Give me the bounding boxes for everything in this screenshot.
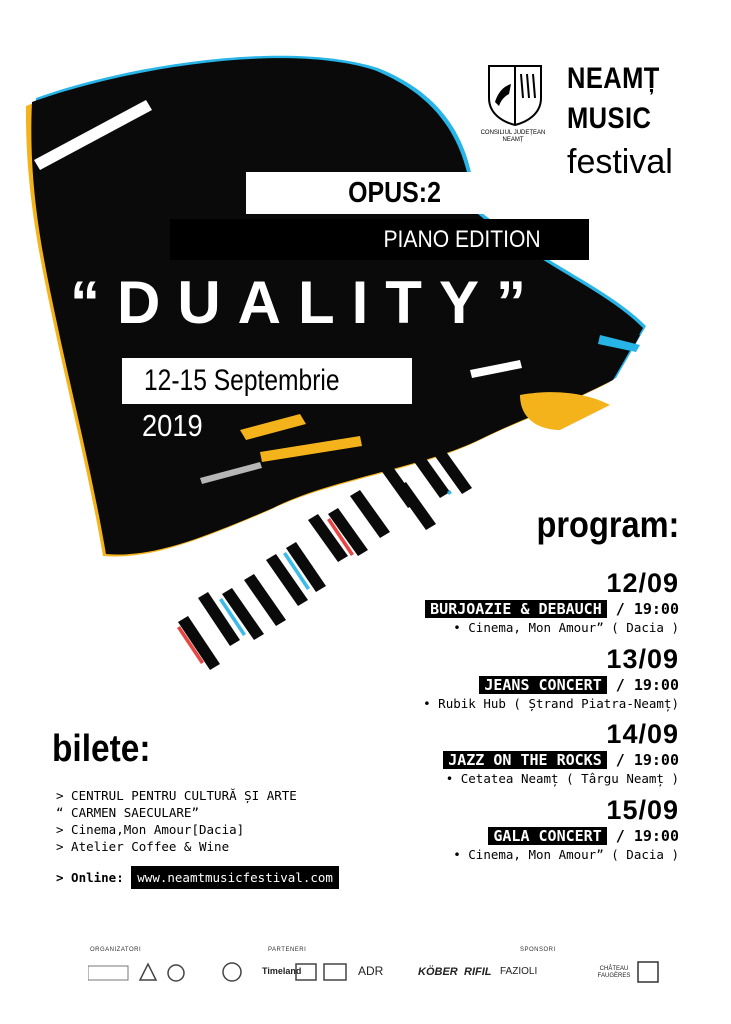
sponsor-logo-rifil: RIFIL xyxy=(464,966,492,978)
ticket-locations xyxy=(56,787,297,855)
brand-festival: festival xyxy=(567,143,673,181)
opus-banner xyxy=(246,172,511,214)
sponsor-logo-fazioli: FAZIOLI xyxy=(500,966,538,977)
online-label: > Online: xyxy=(56,870,124,885)
county-crest-icon xyxy=(487,64,543,126)
sponsor-logo xyxy=(636,960,660,986)
event-time: / 19:00 xyxy=(606,676,679,694)
event-time: / 19:00 xyxy=(606,751,679,769)
event-name: BURJOAZIE & DEBAUCH xyxy=(425,600,607,618)
event-date: 15/09 xyxy=(606,795,679,825)
event-location: • Cinema, Mon Amour” ( Dacia ) xyxy=(453,847,679,862)
event-item xyxy=(443,719,679,787)
organizer-logos xyxy=(88,958,188,988)
event-item xyxy=(453,795,679,863)
ticket-line: > Cinema,Mon Amour[Dacia] xyxy=(56,822,245,837)
dates-label: 12-15 Septembrie xyxy=(144,364,340,397)
event-item xyxy=(423,644,679,712)
event-location: • Cetatea Neamț ( Târgu Neamț ) xyxy=(445,771,679,786)
event-location: • Rubik Hub ( Ștrand Piatra-Neamț) xyxy=(423,696,679,711)
partners-heading: PARTENERI xyxy=(268,947,307,953)
dates-banner xyxy=(122,358,412,404)
event-name: JAZZ ON THE ROCKS xyxy=(443,751,607,769)
organizer-logo-2 xyxy=(140,964,156,980)
event-date: 14/09 xyxy=(606,719,679,749)
county-council-label: CONSILIUL JUDEȚEAN NEAMȚ xyxy=(480,130,546,143)
event-date: 12/09 xyxy=(606,568,679,598)
ticket-line: > CENTRUL PENTRU CULTURĂ ȘI ARTE xyxy=(56,788,297,803)
tickets-heading: bilete: xyxy=(52,728,151,770)
edition-banner xyxy=(170,219,589,260)
opus-label: OPUS:2 xyxy=(348,177,441,209)
event-date: 13/09 xyxy=(606,644,679,674)
partner-logo xyxy=(223,963,241,981)
partner-logo xyxy=(296,964,316,980)
event-time: / 19:00 xyxy=(606,600,679,618)
organizers-heading: ORGANIZATORI xyxy=(90,947,142,953)
partner-logo xyxy=(324,964,346,980)
event-time: / 19:00 xyxy=(606,827,679,845)
sponsor-logo-chateau-faugeres: CHÂTEAU FAUGÈRES xyxy=(597,966,631,979)
partner-logo-timeland: Timeland xyxy=(262,966,302,976)
ticket-line: “ CARMEN SAECULARE” xyxy=(56,805,199,820)
event-title: “DUALITY” xyxy=(70,269,543,336)
event-item xyxy=(425,568,679,636)
event-name: JEANS CONCERT xyxy=(479,676,606,694)
partner-logo-adr: ADR xyxy=(358,964,384,978)
organizer-logo-1 xyxy=(88,966,128,980)
online-tickets xyxy=(56,870,339,885)
brand-neamt: NEAMȚ xyxy=(567,62,660,95)
program-heading: program: xyxy=(536,504,679,545)
year-label: 2019 xyxy=(142,408,203,443)
event-name: GALA CONCERT xyxy=(488,827,606,845)
ticket-line: > Atelier Coffee & Wine xyxy=(56,839,230,854)
organizer-logo-3 xyxy=(168,965,184,981)
sponsors-heading: SPONSORI xyxy=(520,947,556,953)
event-location: • Cinema, Mon Amour” ( Dacia ) xyxy=(453,620,679,635)
brand-music: MUSIC xyxy=(567,102,652,135)
edition-label: PIANO EDITION xyxy=(383,226,541,253)
festival-website-link[interactable]: www.neamtmusicfestival.com xyxy=(131,866,339,889)
partner-logos xyxy=(218,958,254,988)
sponsor-logo-kober: KÖBER xyxy=(418,966,458,978)
